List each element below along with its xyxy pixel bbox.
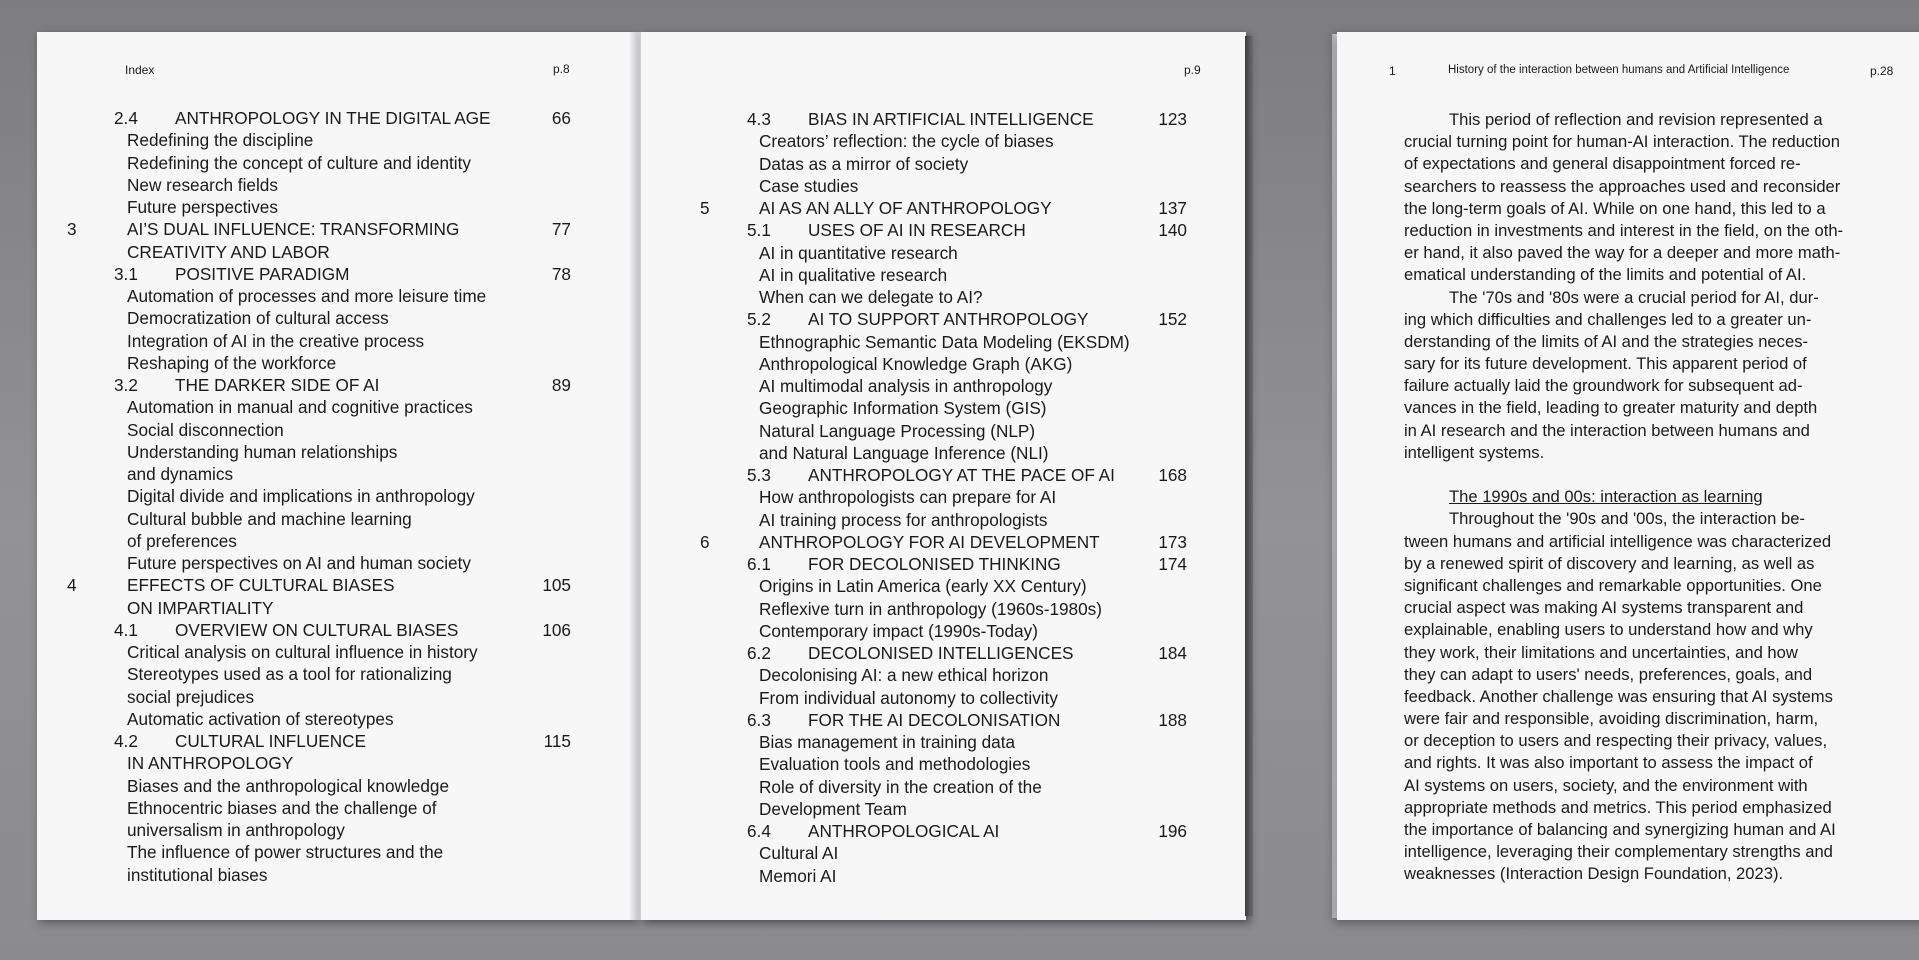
body-text-line: feedback. Another challenge was ensuring that AI systems (1404, 686, 1833, 706)
toc-subentry: social prejudices (127, 686, 255, 707)
toc-subentry: institutional biases (127, 864, 268, 885)
toc-section-number: 6.3 (747, 709, 771, 730)
toc-heading: POSITIVE PARADIGM (175, 263, 350, 284)
toc-subentry: Memori AI (759, 865, 837, 886)
toc-page-number: 89 (551, 375, 571, 395)
toc-heading: OVERVIEW ON CULTURAL BIASES (175, 619, 459, 640)
toc-heading: FOR THE AI DECOLONISATION (808, 709, 1061, 730)
toc-section-number: 4 (67, 575, 77, 596)
toc-subentry: ON IMPARTIALITY (127, 597, 274, 618)
toc-page-number: 140 (1158, 220, 1187, 241)
toc-subentry: Bias management in training data (759, 732, 1016, 752)
toc-page-number: 123 (1158, 109, 1187, 129)
toc-section-number: 4.1 (114, 619, 138, 640)
toc-subentry: Democratization of cultural access (127, 308, 389, 329)
toc-section-number: 3.1 (114, 263, 138, 284)
toc-subentry: Ethnographic Semantic Data Modeling (EKSDM) (759, 331, 1130, 352)
toc-subentry: Datas as a mirror of society (759, 153, 969, 174)
toc-section-number: 3.2 (114, 375, 138, 395)
toc-subentry: Role of diversity in the creation of the (759, 776, 1042, 797)
body-text-line: derstanding of the limits of AI and the strategies neces- (1404, 331, 1809, 351)
body-text-line: searchers to reassess the approaches used and reconsider (1404, 176, 1841, 196)
toc-heading: AI TO SUPPORT ANTHROPOLOGY (808, 309, 1089, 330)
chapter-body-text (1404, 109, 1878, 886)
toc-page-number: 196 (1158, 821, 1187, 841)
page-edge (1245, 36, 1253, 916)
toc-page-number: 188 (1158, 709, 1187, 730)
body-text-line: intelligence, leveraging their complementary strengths and (1404, 842, 1833, 862)
toc-subentry: Anthropological Knowledge Graph (AKG) (759, 353, 1073, 374)
toc-subentry: Origins in Latin America (early XX Century) (759, 576, 1087, 597)
toc-page-number: 66 (551, 108, 571, 128)
body-text-line: by a renewed spirit of discovery and learning, as well as (1404, 553, 1815, 573)
body-text-line: sary for its future development. This apparent period of (1404, 354, 1807, 374)
toc-heading: ANTHROPOLOGY IN THE DIGITAL AGE (175, 108, 491, 128)
toc-page-number: 106 (542, 619, 571, 640)
toc-page-number: 77 (551, 219, 571, 240)
toc-subentry: CREATIVITY AND LABOR (127, 241, 330, 262)
body-text-line: AI systems on users, society, and the environment with (1404, 775, 1808, 795)
toc-subentry: The influence of power structures and the (127, 842, 444, 863)
body-text-line: ematical understanding of the limits and potential of AI. (1404, 265, 1807, 285)
toc-heading: THE DARKER SIDE OF AI (175, 375, 380, 395)
toc-section-number: 5.3 (747, 465, 771, 485)
toc-heading: ANTHROPOLOGY AT THE PACE OF AI (808, 465, 1115, 485)
toc-heading: FOR DECOLONISED THINKING (808, 554, 1061, 574)
body-text-line: weaknesses (Interaction Design Foundation, 2023). (1404, 864, 1784, 884)
toc-page-number: 137 (1158, 198, 1187, 218)
toc-section-number: 2.4 (114, 108, 138, 128)
toc-subentry: Future perspectives (127, 197, 278, 217)
body-text-line: and rights. It was also important to assess the impact of (1404, 753, 1813, 773)
toc-page-number: 105 (542, 575, 571, 596)
toc-subentry: Development Team (759, 798, 907, 819)
body-text-line: explainable, enabling users to understand how and why (1404, 620, 1813, 640)
toc-subentry: Stereotypes used as a tool for rationalizing (127, 664, 452, 685)
left-page-number: p.8 (553, 62, 570, 76)
body-text-line: or deception to users and respecting their privacy, values, (1404, 731, 1828, 751)
toc-subentry: Understanding human relationships (127, 441, 398, 462)
body-text-line: significant challenges and remarkable opportunities. One (1404, 575, 1822, 595)
toc-page-number: 174 (1158, 554, 1187, 574)
toc-subentry: universalism in anthropology (127, 820, 345, 840)
toc-subentry: AI in quantitative research (759, 242, 958, 263)
toc-subentry: Automatic activation of stereotypes (127, 708, 394, 729)
body-text-line: the long-term goals of AI. While on one hand, this led to a (1404, 198, 1826, 218)
body-text-line (1404, 464, 1878, 486)
toc-subentry: Case studies (759, 175, 859, 196)
toc-section-number: 5.1 (747, 220, 771, 241)
body-text-line: The '70s and '80s were a crucial period for AI, dur- (1449, 287, 1819, 307)
right-page-number: p.28 (1870, 64, 1894, 78)
toc-subentry: Creators’ reflection: the cycle of biases (759, 131, 1054, 152)
toc-subentry: Digital divide and implications in anthropology (127, 486, 475, 507)
toc-heading: EFFECTS OF CULTURAL BIASES (127, 575, 395, 596)
toc-subentry: New research fields (127, 174, 278, 195)
toc-heading: USES OF AI IN RESEARCH (808, 220, 1026, 241)
toc-subentry: Critical analysis on cultural influence in history (127, 642, 478, 662)
body-text-line: This period of reflection and revision represented a (1449, 110, 1823, 129)
toc-subentry: and Natural Language Inference (NLI) (759, 442, 1049, 463)
body-text-line: tween humans and artificial intelligence was characterized (1404, 531, 1832, 551)
toc-section-number: 5.2 (747, 309, 771, 330)
toc-subentry: AI training process for anthropologists (759, 509, 1048, 530)
section-heading: The 1990s and 00s: interaction as learning (1449, 487, 1763, 507)
toc-subentry: Future perspectives on AI and human society (127, 553, 471, 573)
toc-section-number: 6.1 (747, 554, 771, 574)
toc-subentry: Natural Language Processing (NLP) (759, 420, 1036, 441)
toc-section-number: 6 (700, 531, 710, 552)
toc-section-number: 3 (67, 219, 77, 240)
body-text-line: er hand, it also paved the way for a deeper and more math- (1404, 243, 1841, 263)
toc-subentry: Integration of AI in the creative process (127, 330, 425, 351)
middle-page-number: p.9 (1184, 63, 1201, 77)
toc-subentry: AI multimodal analysis in anthropology (759, 376, 1053, 396)
toc-subentry: Social disconnection (127, 419, 284, 440)
toc-subentry: Evaluation tools and methodologies (759, 754, 1031, 775)
toc-page-number: 78 (551, 263, 571, 284)
toc-page-number: 184 (1158, 643, 1187, 663)
toc-subentry: Automation in manual and cognitive practices (127, 397, 473, 418)
toc-heading: CULTURAL INFLUENCE (175, 731, 366, 751)
toc-heading: ANTHROPOLOGY FOR AI DEVELOPMENT (759, 531, 1100, 552)
toc-section-number: 6.2 (747, 643, 771, 663)
toc-heading: BIAS IN ARTIFICIAL INTELLIGENCE (808, 109, 1094, 129)
toc-subentry: IN ANTHROPOLOGY (127, 753, 294, 774)
body-text-line: Throughout the '90s and '00s, the interaction be- (1449, 509, 1805, 529)
toc-heading: AI AS AN ALLY OF ANTHROPOLOGY (759, 198, 1052, 218)
body-text-line: crucial aspect was making AI systems transparent and (1404, 598, 1804, 618)
toc-subentry: From individual autonomy to collectivity (759, 687, 1058, 708)
toc-subentry: Geographic Information System (GIS) (759, 398, 1047, 419)
body-text-line: reduction in investments and interest in the field, on the oth- (1404, 220, 1844, 240)
toc-subentry: and dynamics (127, 464, 234, 484)
body-text-line: failure actually laid the groundwork for subsequent ad- (1404, 376, 1803, 396)
toc-heading: AI’S DUAL INFLUENCE: TRANSFORMING (127, 219, 460, 240)
body-text-line: appropriate methods and metrics. This period emphasized (1404, 797, 1832, 817)
toc-subentry: How anthropologists can prepare for AI (759, 487, 1057, 508)
toc-subentry: Biases and the anthropological knowledge (127, 775, 450, 796)
toc-heading: ANTHROPOLOGICAL AI (808, 821, 1000, 841)
toc-section-number: 4.2 (114, 731, 138, 751)
toc-section-number: 5 (700, 198, 710, 218)
toc-subentry: Redefining the concept of culture and identity (127, 152, 471, 173)
toc-subentry: Decolonising AI: a new ethical horizon (759, 665, 1049, 686)
toc-subentry: When can we delegate to AI? (759, 287, 983, 307)
toc-heading: DECOLONISED INTELLIGENCES (808, 643, 1074, 663)
toc-subentry: of preferences (127, 530, 237, 551)
body-text-line: were fair and responsible, avoiding discrimination, harm, (1404, 709, 1819, 729)
body-text-line: crucial turning point for human-AI interaction. The reduction (1404, 132, 1840, 152)
toc-page-number: 173 (1158, 531, 1187, 552)
toc-subentry: Ethnocentric biases and the challenge of (127, 797, 437, 818)
toc-section-number: 6.4 (747, 821, 771, 841)
right-page-header-title: History of the interaction between humans and Artificial Intelligence (1448, 64, 1790, 76)
body-text-line: ing which difficulties and challenges led to a greater un- (1404, 309, 1812, 329)
body-text-line: they can adapt to users' needs, preferences, goals, and (1404, 664, 1813, 684)
toc-subentry: Automation of processes and more leisure time (127, 286, 487, 306)
toc-page-number: 168 (1158, 465, 1187, 485)
toc-subentry: Cultural bubble and machine learning (127, 508, 412, 529)
right-page-chapter-number: 1 (1389, 64, 1396, 78)
body-text-line: in AI research and the interaction between humans and (1404, 420, 1810, 440)
toc-subentry: Reshaping of the workforce (127, 352, 337, 373)
toc-subentry: Redefining the discipline (127, 130, 314, 151)
left-page-header-title: Index (125, 63, 155, 77)
toc-page-number: 152 (1158, 309, 1187, 330)
toc-subentry: Cultural AI (759, 843, 839, 864)
body-text-line: they work, their limitations and uncertainties, and how (1404, 642, 1798, 662)
toc-section-number: 4.3 (747, 109, 771, 129)
toc-subentry: AI in qualitative research (759, 264, 948, 285)
body-text-line: of expectations and general disappointment forced re- (1404, 154, 1801, 174)
toc-page-number: 115 (543, 731, 571, 751)
body-text-line: vances in the field, leading to greater maturity and depth (1404, 398, 1818, 418)
toc-subentry: Contemporary impact (1990s-Today) (759, 620, 1038, 641)
body-text-line: the importance of balancing and synergizing human and AI (1404, 820, 1836, 839)
body-text-line: intelligent systems. (1404, 442, 1545, 462)
toc-subentry: Reflexive turn in anthropology (1960s-1980s) (759, 598, 1102, 619)
